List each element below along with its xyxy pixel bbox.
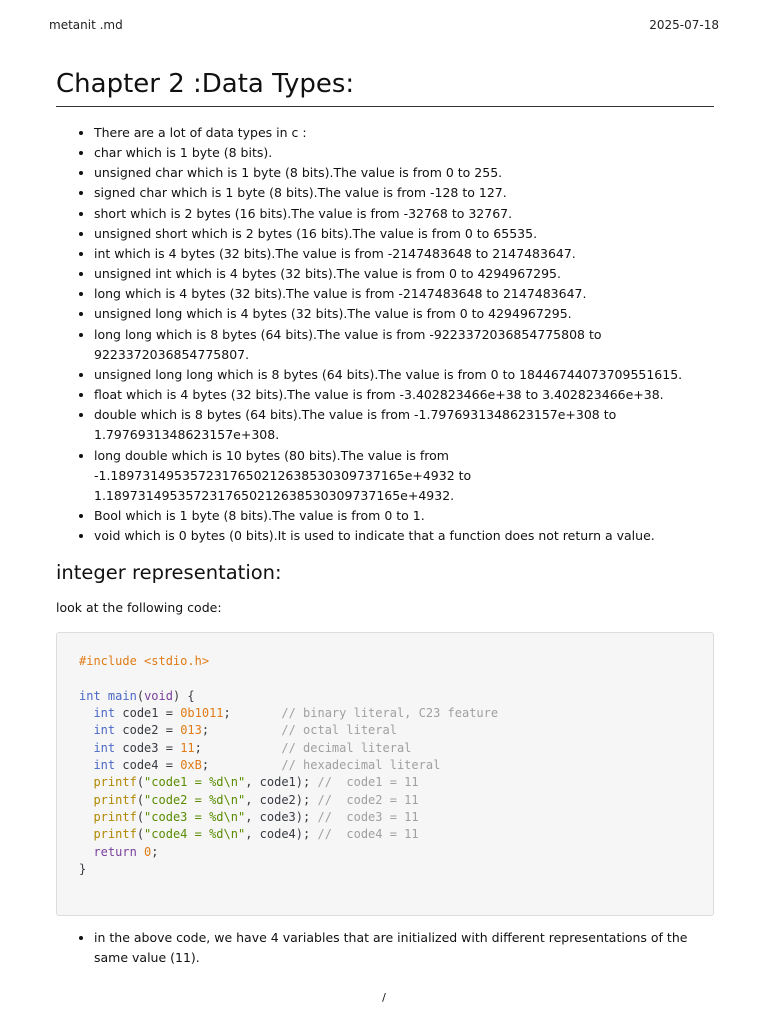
code-line-decl: int code2 = 013; // octal literal xyxy=(93,723,397,738)
list-item: • char which is 1 byte (8 bits). xyxy=(94,143,714,163)
page-content xyxy=(56,66,714,969)
code-comment: // octal literal xyxy=(281,723,397,738)
code-comment: // code4 = 11 xyxy=(317,827,419,842)
code-kw-int: int xyxy=(79,688,101,703)
chapter-title: Chapter 2 :Data Types: xyxy=(56,66,714,107)
code-arg: code2 xyxy=(259,792,296,807)
code-comment: // decimal literal xyxy=(281,740,412,755)
data-types-list xyxy=(56,123,714,546)
list-item: • float which is 4 bytes (32 bits).The value is from -3.402823466e+38 to 3.402823466e+38. xyxy=(94,385,714,405)
code-kw-int: int xyxy=(93,723,116,738)
code-comment: // code2 = 11 xyxy=(317,792,419,807)
list-item: • int which is 4 bytes (32 bits).The value is from -2147483648 to 2147483647. xyxy=(94,244,714,264)
list-item: • short which is 2 bytes (16 bits).The value is from -32768 to 32767. xyxy=(94,204,714,224)
code-arg: code4 xyxy=(259,827,296,842)
code-line-close: } xyxy=(79,861,87,876)
code-string: "code2 = %d\n" xyxy=(144,792,246,807)
code-comment: // binary literal, C23 feature xyxy=(281,706,499,721)
code-printf-calls xyxy=(79,774,691,843)
list-item: • long which is 4 bytes (32 bits).The value is from -2147483648 to 2147483647. xyxy=(94,284,714,304)
code-literal: 11 xyxy=(180,740,195,755)
document-date: 2025-07-18 xyxy=(649,18,719,32)
list-item: • Bool which is 1 byte (8 bits).The value is from 0 to 1. xyxy=(94,506,714,526)
code-fn-printf: printf xyxy=(93,809,137,824)
code-fn-printf: printf xyxy=(93,827,137,842)
section-heading: integer representation: xyxy=(56,561,282,585)
code-fn-printf: printf xyxy=(93,775,137,790)
code-literal: 013 xyxy=(180,723,202,738)
code-line-printf: printf("code3 = %d\n", code3); // code3 = 11 xyxy=(93,809,419,824)
intro-text: look at the following code: xyxy=(56,600,222,616)
list-item: • There are a lot of data types in c : xyxy=(94,123,714,143)
list-item: • unsigned short which is 2 bytes (16 bits).The value is from 0 to 65535. xyxy=(94,224,714,244)
code-line-decl: int code1 = 0b1011; // binary literal, C23 feature xyxy=(93,706,499,721)
code-kw-int: int xyxy=(93,740,116,755)
code-block xyxy=(56,632,714,916)
code-fn-main: main xyxy=(107,688,137,703)
code-line-include: #include <stdio.h> xyxy=(79,654,210,669)
code-comment: // code1 = 11 xyxy=(317,775,419,790)
document-filename: metanit .md xyxy=(49,18,123,32)
code-fn-printf: printf xyxy=(93,792,137,807)
list-item: • long long which is 8 bytes (64 bits).The value is from -9223372036854775808 to 9223372036854775807. xyxy=(94,325,714,365)
list-item: • signed char which is 1 byte (8 bits).The value is from -128 to 127. xyxy=(94,183,714,203)
code-var-name: code3 xyxy=(122,740,159,755)
code-string: "code1 = %d\n" xyxy=(144,775,246,790)
code-kw-void: void xyxy=(144,688,173,703)
code-comment: // code3 = 11 xyxy=(317,809,419,824)
code-arg: code3 xyxy=(259,809,296,824)
list-item: • double which is 8 bytes (64 bits).The value is from -1.7976931348623157e+308 to 1.7976931348623157e+308. xyxy=(94,405,714,445)
code-comment: // hexadecimal literal xyxy=(281,758,441,773)
code-line-printf: printf("code1 = %d\n", code1); // code1 = 11 xyxy=(93,775,419,790)
code-declarations xyxy=(79,705,691,774)
code-arg: code1 xyxy=(259,775,296,790)
list-item: • long double which is 10 bytes (80 bits).The value is from -1.189731495357231765021263853030973716​5e+4932 to 1.189731495357231765021263853030973716​5e+4932. xyxy=(94,446,714,506)
list-item: • unsigned long which is 4 bytes (32 bits).The value is from 0 to 4294967295. xyxy=(94,304,714,324)
list-item: • void which is 0 bytes (0 bits).It is used to indicate that a function does not return a value. xyxy=(94,526,714,546)
list-item: • unsigned int which is 4 bytes (32 bits).The value is from 0 to 4294967295. xyxy=(94,264,714,284)
code-var-name: code2 xyxy=(122,723,159,738)
code-line-printf: printf("code2 = %d\n", code2); // code2 = 11 xyxy=(93,792,419,807)
code-line-decl: int code3 = 11; // decimal literal xyxy=(93,740,412,755)
code-var-name: code1 xyxy=(122,706,159,721)
code-line-printf: printf("code4 = %d\n", code4); // code4 = 11 xyxy=(93,827,419,842)
code-string: "code3 = %d\n" xyxy=(144,809,246,824)
list-item: • unsigned char which is 1 byte (8 bits).The value is from 0 to 255. xyxy=(94,163,714,183)
list-item: • in the above code, we have 4 variables that are initialized with different representations of the same value (11). xyxy=(94,928,714,968)
code-line-return: return 0; xyxy=(93,844,159,859)
code-line-main: int main(void) { xyxy=(79,688,195,703)
code-var-name: code4 xyxy=(122,758,159,773)
code-string: "code4 = %d\n" xyxy=(144,827,246,842)
code-line-decl: int code4 = 0xB; // hexadecimal literal xyxy=(93,758,441,773)
code-literal: 0b1011 xyxy=(180,706,224,721)
explanation-list xyxy=(56,928,714,968)
code-kw-int: int xyxy=(93,758,116,773)
page-number: / xyxy=(382,991,386,1004)
code-literal: 0xB xyxy=(180,758,202,773)
list-item: • unsigned long long which is 8 bytes (64 bits).The value is from 0 to 18446744073709551615. xyxy=(94,365,714,385)
code-kw-int: int xyxy=(93,706,116,721)
